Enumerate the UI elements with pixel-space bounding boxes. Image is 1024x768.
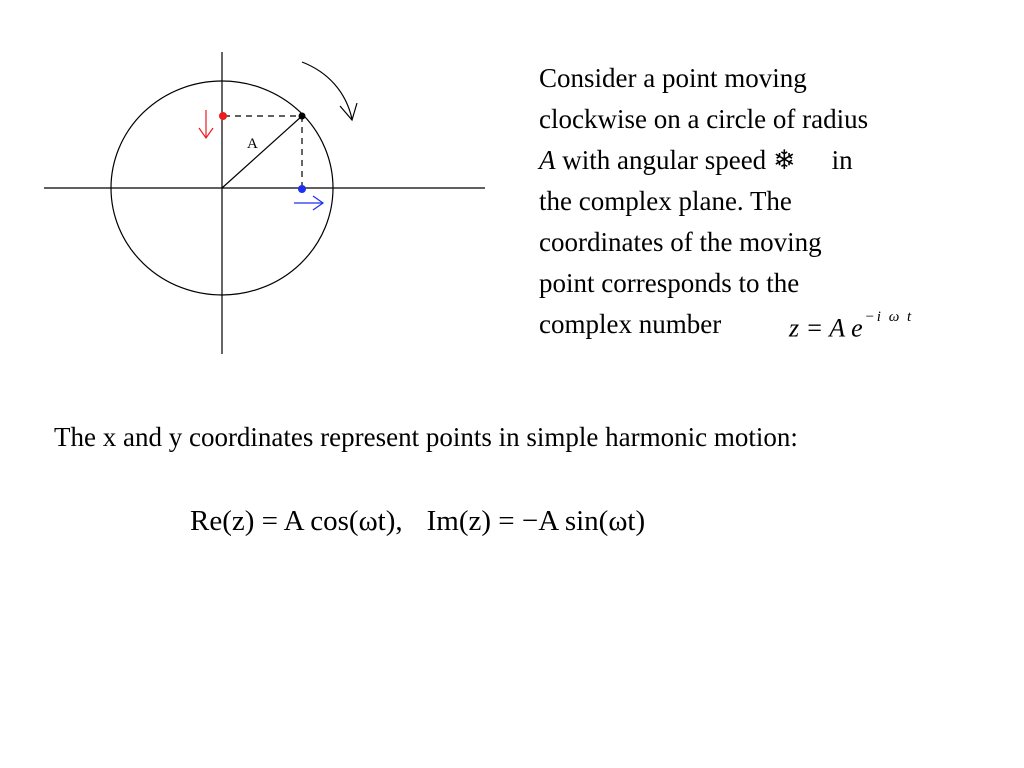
radius-symbol: A xyxy=(539,145,556,175)
red-point xyxy=(219,112,227,120)
intro-line: coordinates of the moving xyxy=(539,227,822,257)
intro-line-text: complex number xyxy=(539,309,722,339)
imaginary-part-formula: Im(z) = −A sin(ωt) xyxy=(426,505,646,537)
intro-paragraph xyxy=(539,58,1009,345)
real-part-formula: Re(z) = A cos(ωt), xyxy=(190,505,403,537)
equation-exponent: −i ω t xyxy=(864,309,914,325)
intro-line: Consider a point moving xyxy=(539,63,807,93)
moving-point xyxy=(299,113,306,120)
radius-label: A xyxy=(247,136,258,152)
in-word: in xyxy=(831,145,853,175)
red-down-arrow-icon xyxy=(199,110,213,138)
radius-line xyxy=(222,116,302,188)
circle-diagram xyxy=(0,0,500,370)
intro-line xyxy=(539,140,1009,181)
intro-line xyxy=(539,304,1009,345)
intro-line: clockwise on a circle of radius xyxy=(539,104,869,134)
intro-line: the complex plane. The xyxy=(539,186,792,216)
speed-symbol-icon: ❄ xyxy=(772,145,796,175)
clockwise-arrow-icon xyxy=(302,62,357,120)
equation-lhs: z = A e xyxy=(789,313,863,343)
shm-formula xyxy=(190,505,645,538)
intro-line-text: with angular speed xyxy=(562,145,767,175)
intro-line: point corresponds to the xyxy=(539,268,800,298)
blue-point xyxy=(298,185,306,193)
complex-number-equation xyxy=(789,303,913,349)
shm-paragraph: The x and y coordinates represent points in simple harmonic motion: xyxy=(54,422,798,452)
blue-right-arrow-icon xyxy=(294,196,323,210)
